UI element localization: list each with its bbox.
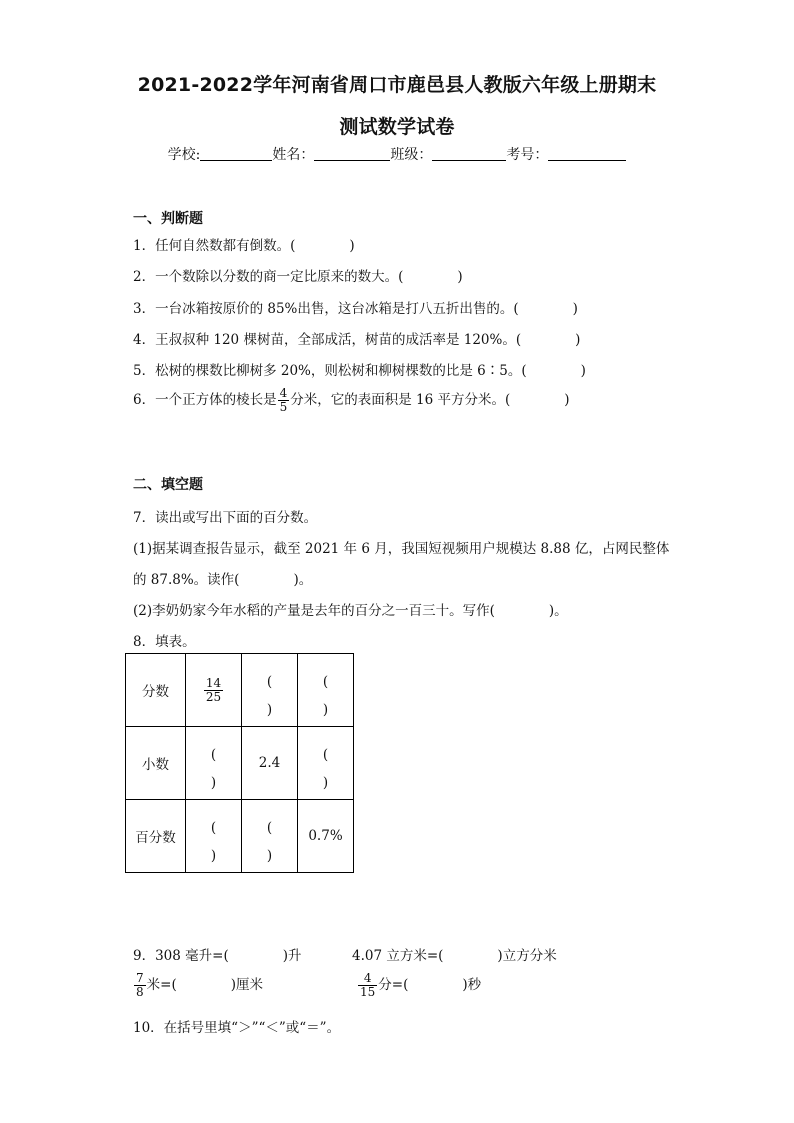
fill-table bbox=[125, 653, 354, 873]
question-5: 5．松树的棵数比柳树多 20%，则松树和柳树棵数的比是 6∶5。( ) bbox=[133, 363, 586, 379]
question-4: 4．王叔叔种 120 棵树苗，全部成活，树苗的成活率是 120%。( ) bbox=[133, 332, 581, 348]
table-row bbox=[126, 654, 354, 727]
question-8: 8．填表。 bbox=[133, 634, 196, 650]
question-7-1-line2: 的 87.8%。读作( )。 bbox=[133, 572, 313, 588]
exam-title-line2: 测试数学试卷 bbox=[339, 116, 455, 138]
question-9-d: $\frac{4}{15}$ 分=( )秒 bbox=[360, 971, 482, 999]
table-cell-decimal: 2.4 bbox=[242, 727, 298, 800]
fraction-7-8: $\frac{7}{8}$ bbox=[136, 971, 144, 999]
exam-title-line1: 2021-2022学年河南省周口市鹿邑县人教版六年级上册期末 bbox=[137, 74, 657, 96]
class-blank[interactable] bbox=[432, 146, 506, 161]
table-blank-cell[interactable]: ( ) bbox=[298, 727, 354, 800]
question-10: 10．在括号里填“＞”“＜”或“＝”。 bbox=[133, 1020, 341, 1036]
table-cell-fraction bbox=[186, 654, 242, 727]
row-label-percent: 百分数 bbox=[126, 800, 186, 873]
exam-no-label: 考号： bbox=[506, 147, 549, 163]
name-label: 姓名： bbox=[272, 147, 315, 163]
section-heading-fill: 二、填空题 bbox=[133, 477, 203, 493]
school-blank[interactable] bbox=[200, 146, 272, 161]
question-7-1-line1: (1)据某调查报告显示，截至 2021 年 6 月，我国短视频用户规模达 8.88 亿，占网民整体 bbox=[133, 541, 670, 557]
table-blank-cell[interactable]: ( ) bbox=[186, 800, 242, 873]
school-label: 学校: bbox=[167, 147, 201, 163]
row-label-fraction: 分数 bbox=[126, 654, 186, 727]
class-label: 班级： bbox=[390, 147, 433, 163]
row-label-decimal: 小数 bbox=[126, 727, 186, 800]
question-9-b: 4.07 立方米=( )立方分米 bbox=[352, 948, 557, 964]
table-blank-cell[interactable]: ( ) bbox=[186, 727, 242, 800]
student-info-row bbox=[0, 144, 794, 164]
fraction-4-15: $\frac{4}{15}$ bbox=[360, 971, 376, 999]
fraction-14-25: $\frac{14}{25}$ bbox=[205, 675, 222, 704]
table-row bbox=[126, 800, 354, 873]
exam-no-blank[interactable] bbox=[548, 146, 626, 161]
table-row bbox=[126, 727, 354, 800]
question-3: 3．一台冰箱按原价的 85%出售，这台冰箱是打八五折出售的。( ) bbox=[133, 301, 578, 317]
question-9-a: 9．308 毫升=( )升 bbox=[133, 948, 302, 964]
table-blank-cell[interactable]: ( ) bbox=[242, 800, 298, 873]
table-blank-cell[interactable]: ( ) bbox=[298, 654, 354, 727]
question-6-post: 分米，它的表面积是 16 平方分米。( ) bbox=[290, 392, 570, 408]
question-1: 1．任何自然数都有倒数。( ) bbox=[133, 238, 355, 254]
question-7: 7．读出或写出下面的百分数。 bbox=[133, 510, 318, 526]
name-blank[interactable] bbox=[314, 146, 390, 161]
question-9-c: $\frac{7}{8}$ 米=( )厘米 bbox=[136, 971, 263, 999]
question-6-pre: 6．一个正方体的棱长是 bbox=[133, 392, 277, 408]
table-blank-cell[interactable]: ( ) bbox=[242, 654, 298, 727]
question-6 bbox=[133, 387, 570, 414]
fraction-4-5: $\frac{4}{5}$ bbox=[279, 386, 288, 414]
question-7-2: (2)李奶奶家今年水稻的产量是去年的百分之一百三十。写作( )。 bbox=[133, 603, 568, 619]
section-heading-judgement: 一、判断题 bbox=[133, 211, 203, 227]
table-cell-percent: 0.7% bbox=[298, 800, 354, 873]
question-2: 2．一个数除以分数的商一定比原来的数大。( ) bbox=[133, 269, 463, 285]
